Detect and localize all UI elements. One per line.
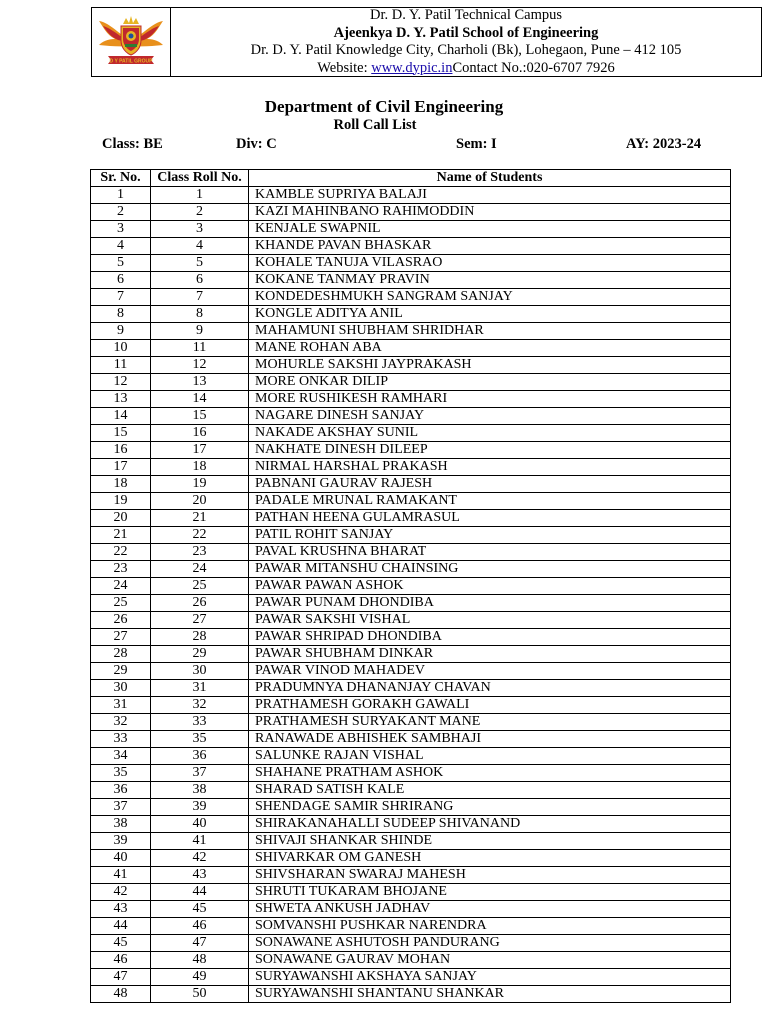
- class-roll-no-cell: 9: [151, 323, 249, 340]
- table-row: [91, 714, 731, 731]
- class-roll-no-cell: 36: [151, 748, 249, 765]
- class-roll-no-cell: 37: [151, 765, 249, 782]
- student-name-cell: SHIRAKANAHALLI SUDEEP SHIVANAND: [249, 816, 731, 833]
- sr-no-cell: 19: [91, 493, 151, 510]
- sr-no-cell: 18: [91, 476, 151, 493]
- class-label: Class: BE: [102, 136, 163, 152]
- sr-no-cell: 20: [91, 510, 151, 527]
- class-roll-no-cell: 46: [151, 918, 249, 935]
- department-title: Department of Civil Engineering: [264, 97, 504, 116]
- table-row: [91, 408, 731, 425]
- class-roll-no-cell: 17: [151, 442, 249, 459]
- student-name-cell: SONAWANE ASHUTOSH PANDURANG: [249, 935, 731, 952]
- table-row: [91, 782, 731, 799]
- table-row: [91, 289, 731, 306]
- student-name-cell: KHANDE PAVAN BHASKAR: [249, 238, 731, 255]
- sr-no-cell: 35: [91, 765, 151, 782]
- student-name-cell: PRATHAMESH SURYAKANT MANE: [249, 714, 731, 731]
- class-roll-no-cell: 40: [151, 816, 249, 833]
- table-row: [91, 901, 731, 918]
- class-roll-no-header: Class Roll No.: [151, 170, 249, 187]
- table-row: [91, 918, 731, 935]
- sr-no-cell: 25: [91, 595, 151, 612]
- table-row: [91, 493, 731, 510]
- sr-no-cell: 3: [91, 221, 151, 238]
- sr-no-cell: 32: [91, 714, 151, 731]
- student-name-cell: PAWAR VINOD MAHADEV: [249, 663, 731, 680]
- class-roll-no-cell: 14: [151, 391, 249, 408]
- student-name-cell: PAWAR SHRIPAD DHONDIBA: [249, 629, 731, 646]
- sr-no-cell: 34: [91, 748, 151, 765]
- table-row: [91, 884, 731, 901]
- sr-no-cell: 24: [91, 578, 151, 595]
- class-roll-no-cell: 24: [151, 561, 249, 578]
- sr-no-cell: 27: [91, 629, 151, 646]
- class-roll-no-cell: 5: [151, 255, 249, 272]
- sr-no-cell: 42: [91, 884, 151, 901]
- logo-cell: [92, 8, 171, 76]
- student-name-cell: SHENDAGE SAMIR SHRIRANG: [249, 799, 731, 816]
- table-row: [91, 578, 731, 595]
- roll-call-title: Roll Call List: [333, 117, 417, 133]
- sr-no-cell: 31: [91, 697, 151, 714]
- sr-no-cell: 44: [91, 918, 151, 935]
- table-row: [91, 374, 731, 391]
- sr-no-cell: 12: [91, 374, 151, 391]
- logo-caption: D Y PATIL GROUP: [109, 58, 153, 65]
- student-name-cell: KONDEDESHMUKH SANGRAM SANJAY: [249, 289, 731, 306]
- student-name-cell: SHIVARKAR OM GANESH: [249, 850, 731, 867]
- table-row: [91, 952, 731, 969]
- class-roll-no-cell: 25: [151, 578, 249, 595]
- student-name-cell: KOKANE TANMAY PRAVIN: [249, 272, 731, 289]
- class-roll-no-cell: 39: [151, 799, 249, 816]
- student-name-cell: PAWAR MITANSHU CHAINSING: [249, 561, 731, 578]
- table-row: [91, 595, 731, 612]
- table-row: [91, 425, 731, 442]
- table-row: [91, 748, 731, 765]
- class-roll-no-cell: 7: [151, 289, 249, 306]
- institute-address: Dr. D. Y. Patil Knowledge City, Charholi (Bk), Lohegaon, Pune – 412 105: [250, 42, 682, 58]
- class-roll-no-cell: 11: [151, 340, 249, 357]
- class-roll-no-cell: 8: [151, 306, 249, 323]
- class-roll-no-cell: 44: [151, 884, 249, 901]
- student-name-cell: PAWAR PAWAN ASHOK: [249, 578, 731, 595]
- table-row: [91, 646, 731, 663]
- sr-no-cell: 22: [91, 544, 151, 561]
- table-row: [91, 867, 731, 884]
- table-row: [91, 833, 731, 850]
- website-link[interactable]: www.dypic.in: [371, 59, 453, 76]
- table-header-row: [91, 170, 731, 187]
- sr-no-cell: 30: [91, 680, 151, 697]
- class-roll-no-cell: 22: [151, 527, 249, 544]
- student-name-cell: SHARAD SATISH KALE: [249, 782, 731, 799]
- table-row: [91, 561, 731, 578]
- student-name-cell: RANAWADE ABHISHEK SAMBHAJI: [249, 731, 731, 748]
- student-name-cell: SURYAWANSHI SHANTANU SHANKAR: [249, 986, 731, 1003]
- student-name-cell: SURYAWANSHI AKSHAYA SANJAY: [249, 969, 731, 986]
- sr-no-cell: 43: [91, 901, 151, 918]
- student-name-cell: SONAWANE GAURAV MOHAN: [249, 952, 731, 969]
- campus-name: Dr. D. Y. Patil Technical Campus: [369, 7, 563, 23]
- table-row: [91, 391, 731, 408]
- class-roll-no-cell: 29: [151, 646, 249, 663]
- student-name-cell: PAVAL KRUSHNA BHARAT: [249, 544, 731, 561]
- class-roll-no-cell: 1: [151, 187, 249, 204]
- sr-no-cell: 21: [91, 527, 151, 544]
- table-row: [91, 731, 731, 748]
- student-name-cell: SHWETA ANKUSH JADHAV: [249, 901, 731, 918]
- student-name-cell: MOHURLE SAKSHI JAYPRAKASH: [249, 357, 731, 374]
- contact-line: [317, 60, 615, 78]
- sr-no-cell: 4: [91, 238, 151, 255]
- table-row: [91, 799, 731, 816]
- student-name-cell: KOHALE TANUJA VILASRAO: [249, 255, 731, 272]
- class-roll-no-cell: 23: [151, 544, 249, 561]
- table-row: [91, 306, 731, 323]
- table-row: [91, 663, 731, 680]
- sr-no-cell: 9: [91, 323, 151, 340]
- sr-no-cell: 33: [91, 731, 151, 748]
- sr-no-cell: 40: [91, 850, 151, 867]
- school-name: Ajeenkya D. Y. Patil School of Engineering: [333, 24, 599, 41]
- table-row: [91, 680, 731, 697]
- table-row: [91, 204, 731, 221]
- table-row: [91, 612, 731, 629]
- sr-no-header: Sr. No.: [91, 170, 151, 187]
- sr-no-cell: 48: [91, 986, 151, 1003]
- dy-patil-emblem-icon: [96, 12, 166, 72]
- class-roll-no-cell: 30: [151, 663, 249, 680]
- class-roll-no-cell: 43: [151, 867, 249, 884]
- sr-no-cell: 2: [91, 204, 151, 221]
- table-row: [91, 221, 731, 238]
- class-roll-no-cell: 16: [151, 425, 249, 442]
- student-name-cell: KENJALE SWAPNIL: [249, 221, 731, 238]
- table-row: [91, 935, 731, 952]
- table-row: [91, 187, 731, 204]
- class-roll-no-cell: 18: [151, 459, 249, 476]
- class-roll-no-cell: 33: [151, 714, 249, 731]
- student-name-cell: PRATHAMESH GORAKH GAWALI: [249, 697, 731, 714]
- student-name-cell: PATIL ROHIT SANJAY: [249, 527, 731, 544]
- table-row: [91, 816, 731, 833]
- sr-no-cell: 1: [91, 187, 151, 204]
- table-row: [91, 969, 731, 986]
- table-row: [91, 527, 731, 544]
- sr-no-cell: 5: [91, 255, 151, 272]
- student-name-cell: MAHAMUNI SHUBHAM SHRIDHAR: [249, 323, 731, 340]
- sem-label: Sem: I: [456, 136, 497, 152]
- class-roll-no-cell: 20: [151, 493, 249, 510]
- sr-no-cell: 10: [91, 340, 151, 357]
- table-row: [91, 357, 731, 374]
- student-name-cell: MORE RUSHIKESH RAMHARI: [249, 391, 731, 408]
- sr-no-cell: 15: [91, 425, 151, 442]
- class-roll-no-cell: 19: [151, 476, 249, 493]
- sr-no-cell: 41: [91, 867, 151, 884]
- roll-call-table: [90, 169, 731, 1003]
- sr-no-cell: 23: [91, 561, 151, 578]
- class-roll-no-cell: 35: [151, 731, 249, 748]
- class-roll-no-cell: 2: [151, 204, 249, 221]
- class-roll-no-cell: 4: [151, 238, 249, 255]
- table-row: [91, 629, 731, 646]
- sr-no-cell: 39: [91, 833, 151, 850]
- student-name-cell: SOMVANSHI PUSHKAR NARENDRA: [249, 918, 731, 935]
- institute-details: [171, 8, 761, 76]
- student-name-cell: KAMBLE SUPRIYA BALAJI: [249, 187, 731, 204]
- table-row: [91, 442, 731, 459]
- student-name-cell: PAWAR SAKSHI VISHAL: [249, 612, 731, 629]
- sr-no-cell: 47: [91, 969, 151, 986]
- student-name-cell: PABNANI GAURAV RAJESH: [249, 476, 731, 493]
- table-row: [91, 697, 731, 714]
- class-roll-no-cell: 3: [151, 221, 249, 238]
- student-name-cell: PAWAR PUNAM DHONDIBA: [249, 595, 731, 612]
- institute-header: [91, 7, 762, 77]
- div-label: Div: C: [236, 136, 277, 152]
- sr-no-cell: 17: [91, 459, 151, 476]
- student-name-cell: SHAHANE PRATHAM ASHOK: [249, 765, 731, 782]
- student-name-cell: PAWAR SHUBHAM DINKAR: [249, 646, 731, 663]
- sr-no-cell: 29: [91, 663, 151, 680]
- student-name-cell: PADALE MRUNAL RAMAKANT: [249, 493, 731, 510]
- sr-no-cell: 38: [91, 816, 151, 833]
- sr-no-cell: 16: [91, 442, 151, 459]
- table-row: [91, 272, 731, 289]
- student-name-cell: MANE ROHAN ABA: [249, 340, 731, 357]
- sr-no-cell: 28: [91, 646, 151, 663]
- table-row: [91, 340, 731, 357]
- sr-no-cell: 7: [91, 289, 151, 306]
- table-row: [91, 255, 731, 272]
- class-roll-no-cell: 28: [151, 629, 249, 646]
- class-roll-no-cell: 26: [151, 595, 249, 612]
- table-row: [91, 238, 731, 255]
- sr-no-cell: 37: [91, 799, 151, 816]
- student-name-cell: NAKADE AKSHAY SUNIL: [249, 425, 731, 442]
- class-roll-no-cell: 27: [151, 612, 249, 629]
- roll-call-body: [91, 187, 731, 1003]
- table-row: [91, 544, 731, 561]
- student-name-cell: NIRMAL HARSHAL PRAKASH: [249, 459, 731, 476]
- student-name-cell: NAKHATE DINESH DILEEP: [249, 442, 731, 459]
- table-row: [91, 459, 731, 476]
- student-name-header: Name of Students: [249, 170, 731, 187]
- class-roll-no-cell: 50: [151, 986, 249, 1003]
- class-roll-no-cell: 21: [151, 510, 249, 527]
- class-roll-no-cell: 45: [151, 901, 249, 918]
- student-name-cell: KAZI MAHINBANO RAHIMODDIN: [249, 204, 731, 221]
- student-name-cell: SHIVSHARAN SWARAJ MAHESH: [249, 867, 731, 884]
- website-label: Website:: [317, 59, 372, 76]
- contact-number: Contact No.:020-6707 7926: [452, 59, 615, 76]
- sr-no-cell: 46: [91, 952, 151, 969]
- table-row: [91, 476, 731, 493]
- class-roll-no-cell: 15: [151, 408, 249, 425]
- class-roll-no-cell: 6: [151, 272, 249, 289]
- student-name-cell: SALUNKE RAJAN VISHAL: [249, 748, 731, 765]
- table-row: [91, 323, 731, 340]
- student-name-cell: SHRUTI TUKARAM BHOJANE: [249, 884, 731, 901]
- table-row: [91, 850, 731, 867]
- table-row: [91, 510, 731, 527]
- student-name-cell: PRADUMNYA DHANANJAY CHAVAN: [249, 680, 731, 697]
- table-row: [91, 765, 731, 782]
- sr-no-cell: 45: [91, 935, 151, 952]
- class-roll-no-cell: 42: [151, 850, 249, 867]
- student-name-cell: KONGLE ADITYA ANIL: [249, 306, 731, 323]
- student-name-cell: PATHAN HEENA GULAMRASUL: [249, 510, 731, 527]
- table-row: [91, 986, 731, 1003]
- class-roll-no-cell: 31: [151, 680, 249, 697]
- class-roll-no-cell: 12: [151, 357, 249, 374]
- student-name-cell: MORE ONKAR DILIP: [249, 374, 731, 391]
- sr-no-cell: 8: [91, 306, 151, 323]
- sr-no-cell: 14: [91, 408, 151, 425]
- class-roll-no-cell: 41: [151, 833, 249, 850]
- student-name-cell: SHIVAJI SHANKAR SHINDE: [249, 833, 731, 850]
- class-roll-no-cell: 13: [151, 374, 249, 391]
- class-roll-no-cell: 38: [151, 782, 249, 799]
- academic-year-label: AY: 2023-24: [626, 136, 702, 152]
- sr-no-cell: 6: [91, 272, 151, 289]
- class-roll-no-cell: 48: [151, 952, 249, 969]
- sr-no-cell: 13: [91, 391, 151, 408]
- class-roll-no-cell: 49: [151, 969, 249, 986]
- sr-no-cell: 11: [91, 357, 151, 374]
- student-name-cell: NAGARE DINESH SANJAY: [249, 408, 731, 425]
- sr-no-cell: 36: [91, 782, 151, 799]
- class-roll-no-cell: 32: [151, 697, 249, 714]
- sr-no-cell: 26: [91, 612, 151, 629]
- class-roll-no-cell: 47: [151, 935, 249, 952]
